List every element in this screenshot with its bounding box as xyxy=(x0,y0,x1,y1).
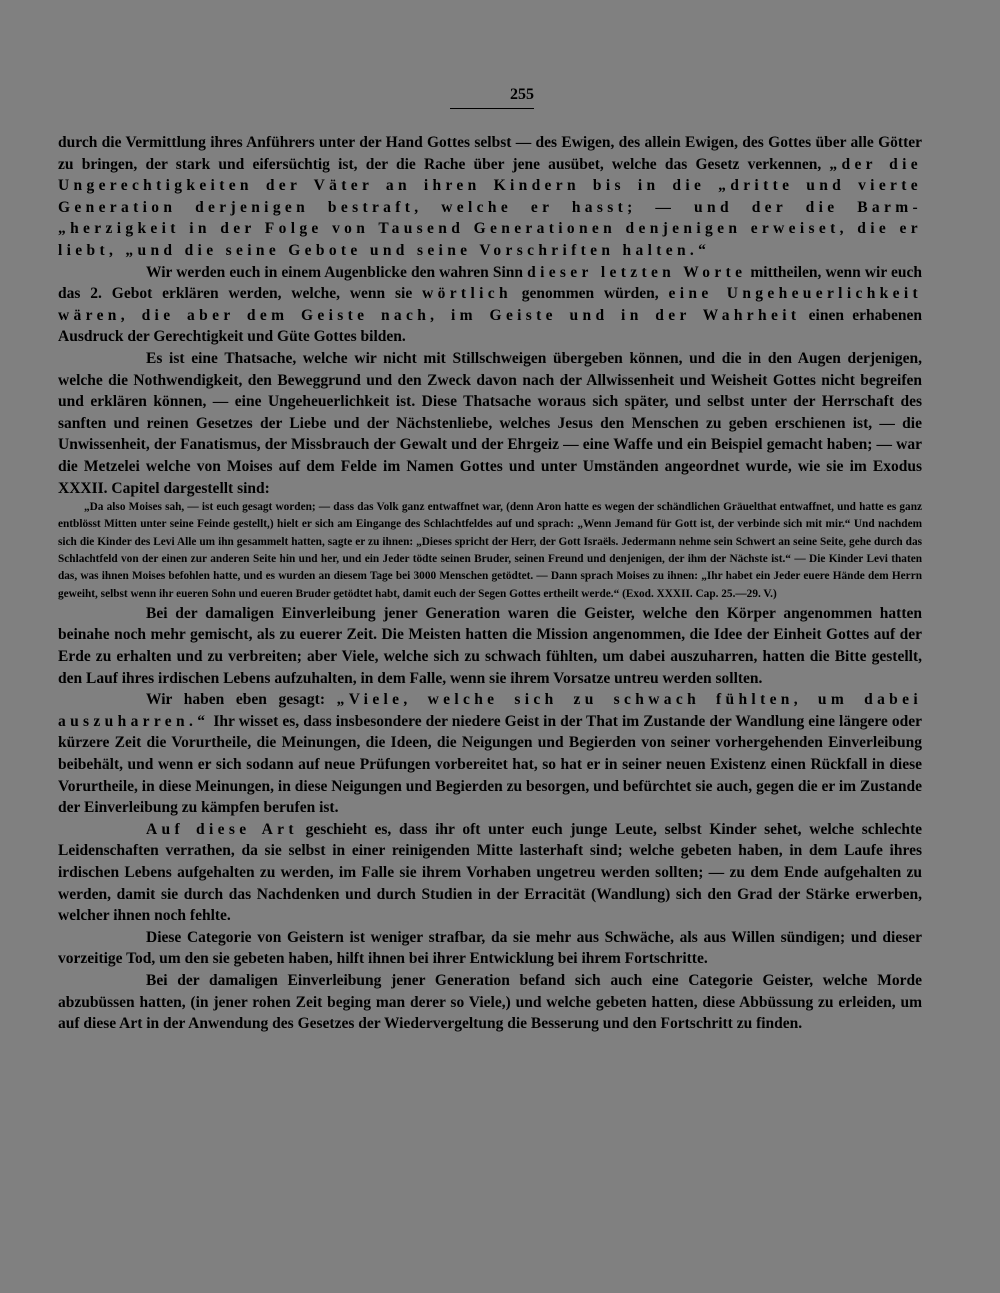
paragraph xyxy=(58,603,922,689)
text-run: Wir werden euch in einem Augenblicke den wahren Sinn xyxy=(146,263,528,281)
paragraph xyxy=(58,927,922,970)
paragraphs-before-quote xyxy=(58,132,922,499)
page-number: 255 xyxy=(510,86,534,103)
text-run: mittheilen, wenn wir euch das 2. Gebot erklären werden, welche, wenn sie xyxy=(58,263,923,303)
paragraph xyxy=(58,262,922,348)
spaced-text: dieser letzten Worte xyxy=(527,263,747,281)
text-run: genommen würden, xyxy=(511,285,669,303)
paragraph xyxy=(58,970,922,1035)
paragraphs-after-quote xyxy=(58,603,922,1035)
spaced-text: Auf diese Art xyxy=(146,820,298,838)
exodus-quote: „Da also Moises sah, — ist euch gesagt worden; — dass das Volk ganz entwaffnet war, (denn Aron hatte es wegen der schändlichen Gräuelthat entwaffnet, und hatte es ganz entblösst Mitten unter seine Feinde gestellt,) hielt er sich am Eingange des Schlachtfeldes auf und sprach: „Wenn Jemand für Gott ist, der verbinde sich mit mir.“ Und nachdem sich die Kinder des Levi Alle um ihn gesammelt hatten, sagte er zu ihnen: „Dieses spricht der Herr, der Gott Israëls. Jedermann nehme sein Schwert an seine Seite, gehe durch das Schlachtfeld von der einen zur anderen Seite hin und her, und ein Jeder tödte seinen Bruder, seinen Freund und denjenigen, der ihm der Nächste ist.“ — Die Kinder Levi thaten das, was ihnen Moises befohlen hatte, und es wurden an diesem Tage bei 3000 Menschen getödtet. — Dann sprach Moises zu ihnen: „Ihr habet ein Jeder euere Hände dem Herrn geweiht, selbst wenn ihr eueren Sohn und eueren Bruder getödtet habt, damit euch der Segen Gottes ertheilt werde.“ (Exod. XXXII. Cap. 25.—29. V.) xyxy=(58,501,922,600)
text-run: Bei der damaligen Einverleibung jener Generation waren die Geister, welche den Körper angenommen hatten beinahe noch mehr gemischt, als zu euerer Zeit. Die Meisten hatten die Mission angenommen, die Idee der Einheit Gottes auf der Erde zu erhalten und zu verbreiten; aber Viele, welche sich zu schwach fühlten, um dabei auszuharren, hatten die Bitte gestellt, den Lauf ihres irdischen Lebens aufzuhalten, in dem Falle, wenn sie ihrem Vorsatze untreu werden sollten. xyxy=(58,604,922,687)
paragraph xyxy=(58,348,922,499)
spaced-text: wörtlich xyxy=(422,285,512,303)
paragraph xyxy=(58,819,922,927)
text-run: geschieht es, dass ihr oft unter euch junge Leute, selbst Kinder sehet, welche schlechte Leidenschaften verrathen, da sie selbst in einer reinigenden Mitte lasterhaft sind; welche gebeten haben, in dem Laufe ihres irdischen Lebens aufgehalten zu werden, im Falle sie ihrem Vorhaben ungetreu werden sollten; — zu dem Ende aufgehalten zu werden, damit sie durch das Nachdenken und durch Studien in der Erracität (Wandlung) sich den Grad der Stärke erwerben, welcher ihnen noch fehlte. xyxy=(58,820,922,925)
body-text xyxy=(58,132,922,1035)
spaced-text: „Viele, welche sich zu schwach fühlten, um dabei auszuharren.“ xyxy=(58,691,922,730)
spaced-text: eine Ungeheuerlichkeit wären, die aber dem Geiste nach, im Geiste und in der Wahrheit xyxy=(58,285,922,324)
text-run: Bei der damaligen Einverleibung jener Generation befand sich auch eine Categorie Geister, welche Morde abzubüssen hatten, (in jener rohen Zeit beging man derer so Viele,) und welche gebeten hatten, diese Abbüssung zu erleiden, um auf diese Art in der Anwendung des Gesetzes der Wiedervergeltung die Besserung und den Fortschritt zu finden. xyxy=(58,971,922,1033)
text-run: Wir haben eben gesagt: xyxy=(146,691,337,709)
page-number-rule xyxy=(450,108,534,109)
text-run: Diese Categorie von Geistern ist weniger strafbar, da sie mehr aus Schwäche, als aus Willen sündigen; und dieser vorzeitige Tod, um den sie gebeten haben, hilft ihnen bei ihrer Entwicklung bei ihrem Fortschritte. xyxy=(58,928,922,968)
text-run: Es ist eine Thatsache, welche wir nicht mit Stillschweigen übergeben können, und die in den Augen derjenigen, welche die Nothwendigkeit, den Beweggrund und den Zweck davon nach der Allwissenheit und Weisheit Gottes nicht begreifen und erklären können, — eine Ungeheuerlichkeit ist. Diese Thatsache woraus sich später, und selbst unter der Herrschaft des sanften und reinen Gesetzes der Liebe und der Nächstenliebe, welches Jesus den Menschen zu geben erschienen ist, — die Unwissenheit, der Fanatismus, der Missbrauch der Gewalt und der Ehrgeiz — eine Waffe und ein Beispiel gemacht haben; — war die Metzelei welche von Moises auf dem Felde im Namen Gottes und unter Umständen angeordnet wurde, wie sie im Exodus XXXII. Capitel dargestellt sind: xyxy=(58,349,922,497)
paragraph xyxy=(58,132,922,262)
text-run: einen erhabenen Ausdruck der Gerechtigkeit und Güte Gottes bilden. xyxy=(58,306,922,346)
text-run: durch die Vermittlung ihres Anführers unter der Hand Gottes selbst — des Ewigen, des allein Ewigen, des Gottes über alle Götter zu bringen, der stark und eifersüchtig ist, der die Rache über jene ausübet, welche das Gesetz verkennen, xyxy=(58,134,922,173)
text-run: Ihr wisset es, dass insbesondere der niedere Geist in der That im Zustande der Wandlung eine längere oder kürzere Zeit die Vorurtheile, die Meinungen, die Ideen, die Neigungen und Begierden von seiner vorhergehenden Einverleibung beibehält, und wenn er sich sodann auf neue Prüfungen vorbereitet hat, so hat er in seiner neuen Existenz einen Rückfall in diese Vorurtheile, in diese Meinungen, in diese Neigungen und Begierden zu besorgen, und befürchtet sie auch, gegen die er im Zustande der Einverleibung zu kämpfen berufen ist. xyxy=(58,712,922,817)
spaced-text: „der die Ungerechtigkeiten der Väter an ihren Kindern bis in die „dritte und vierte Generation derjenigen bestraft, welche er hasst; — und der die Barm- „herzigkeit in der Folge von Tausend Generationen denjenigen erweiset, die er liebt, „und die seine Gebote und seine Vorschriften halten.“ xyxy=(58,155,922,259)
paragraph xyxy=(58,689,922,819)
